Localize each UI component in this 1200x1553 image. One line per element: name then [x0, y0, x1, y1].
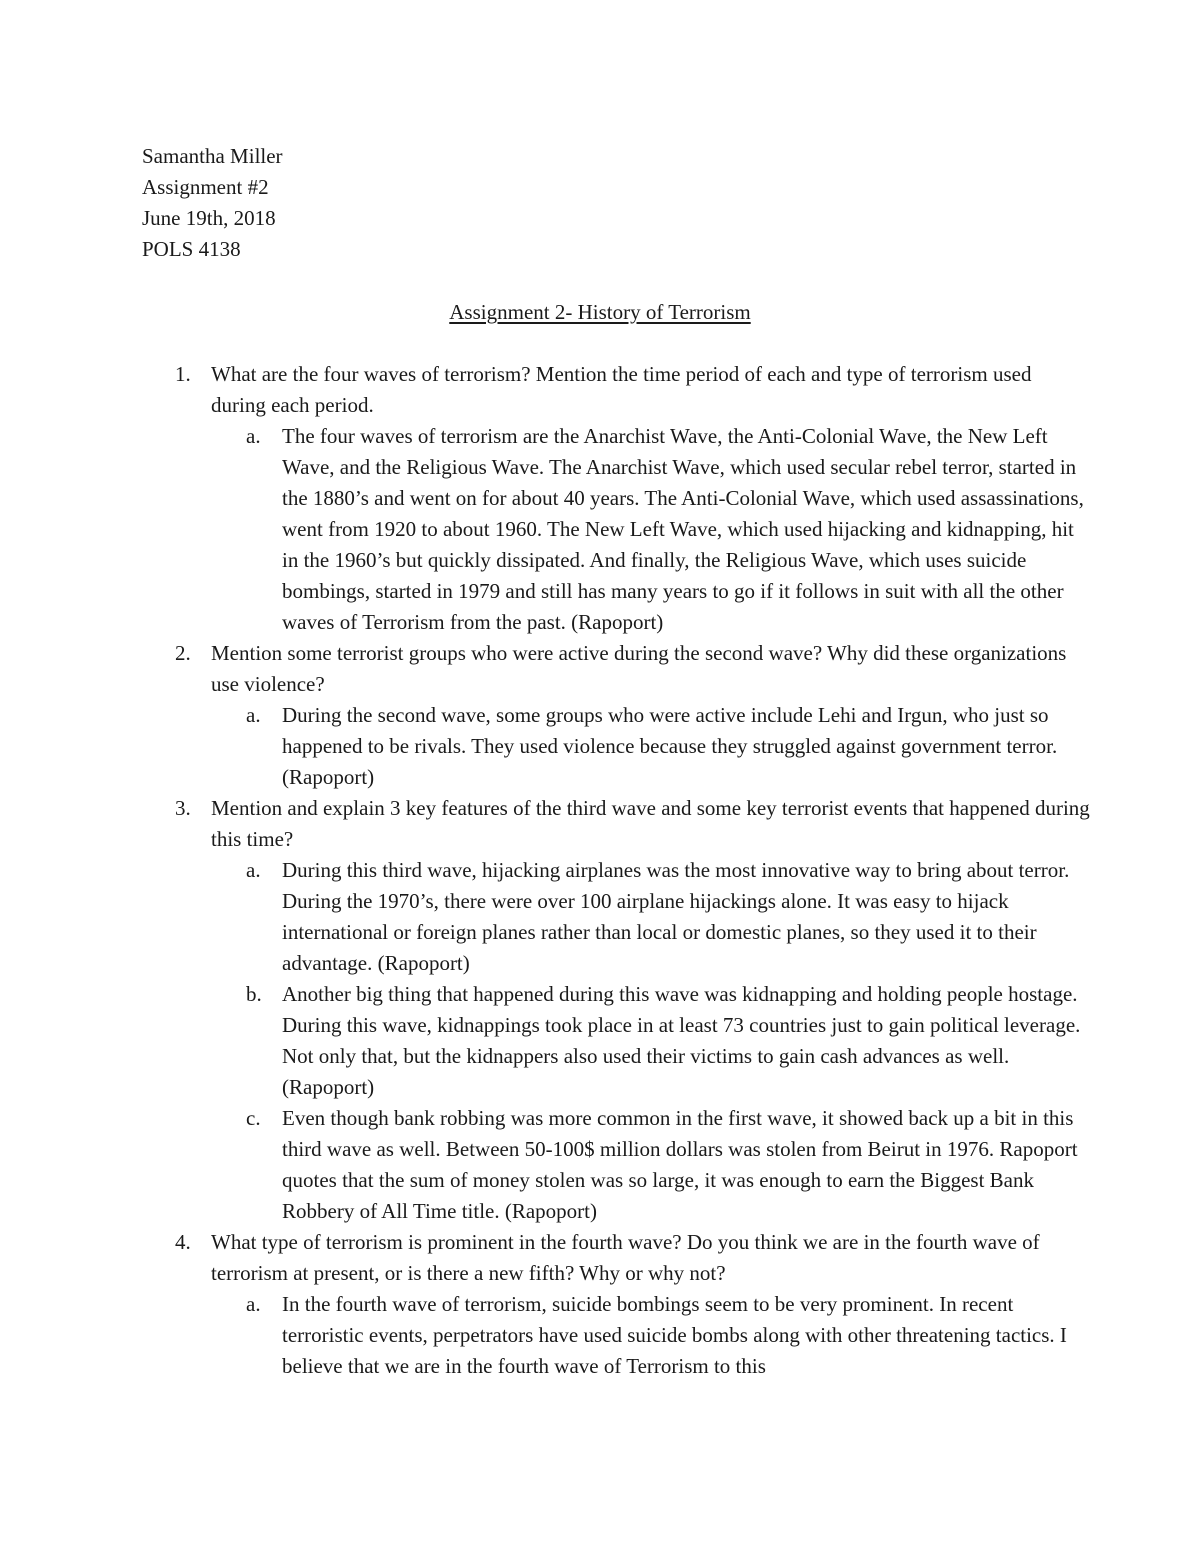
answer-item — [246, 979, 1091, 1103]
question-number: 1. — [175, 362, 191, 386]
question-number: 4. — [175, 1230, 191, 1254]
answer-letter: a. — [246, 703, 261, 727]
answer-list — [211, 421, 1091, 638]
answer-item — [246, 855, 1091, 979]
question-text: What are the four waves of terrorism? Mention the time period of each and type of terrorism used during each period. — [211, 362, 1032, 417]
answer-item — [246, 700, 1091, 793]
document-date: June 19th, 2018 — [142, 206, 276, 230]
answer-letter: b. — [246, 982, 262, 1006]
answer-text: In the fourth wave of terrorism, suicide bombings seem to be very prominent. In recent terroristic events, perpetrators have used suicide bombs along with other threatening tactics. I believe that we are in the fourth wave of Terrorism to this — [282, 1292, 1067, 1378]
answer-list — [211, 855, 1091, 1227]
answer-text: The four waves of terrorism are the Anarchist Wave, the Anti-Colonial Wave, the New Left Wave, and the Religious Wave. The Anarchist Wave, which used secular rebel terror, started in the 1880’s and went on for about 40 years. The Anti-Colonial Wave, which used assassinations, went from 1920 to about 1960. The New Left Wave, which used hijacking and kidnapping, hit in the 1960’s but quickly dissipated. And finally, the Religious Wave, which uses suicide bombings, started in 1979 and still has many years to go if it follows in suit with all the other waves of Terrorism from the past. (Rapoport) — [282, 424, 1084, 634]
answer-letter: a. — [246, 858, 261, 882]
document-title-text: Assignment 2- History of Terrorism — [449, 300, 751, 324]
answer-letter: a. — [246, 424, 261, 448]
answer-list — [211, 700, 1091, 793]
question-text: Mention some terrorist groups who were active during the second wave? Why did these organizations use violence? — [211, 641, 1067, 696]
answer-letter: a. — [246, 1292, 261, 1316]
answer-item — [246, 1103, 1091, 1227]
answer-text: Even though bank robbing was more common in the first wave, it showed back up a bit in this third wave as well. Between 50-100$ million dollars was stolen from Beirut in 1976. Rapoport quotes that the sum of money stolen was so large, it was enough to earn the Biggest Bank Robbery of All Time title. (Rapoport) — [282, 1106, 1078, 1223]
question-list — [175, 359, 1091, 1382]
question-text: What type of terrorism is prominent in the fourth wave? Do you think we are in the fourth wave of terrorism at present, or is there a new fifth? Why or why not? — [211, 1230, 1040, 1285]
question-text: Mention and explain 3 key features of the third wave and some key terrorist events that happened during this time? — [211, 796, 1090, 851]
question-item-4 — [175, 1227, 1091, 1382]
author-name: Samantha Miller — [142, 144, 283, 168]
answer-text: During this third wave, hijacking airplanes was the most innovative way to bring about terror. During the 1970’s, there were over 100 airplane hijackings alone. It was easy to hijack international or foreign planes rather than local or domestic planes, so they used it to their advantage. (Rapoport) — [282, 858, 1070, 975]
document-title — [0, 297, 1200, 328]
question-number: 2. — [175, 641, 191, 665]
question-number: 3. — [175, 796, 191, 820]
question-item-2 — [175, 638, 1091, 793]
answer-text: Another big thing that happened during this wave was kidnapping and holding people hostage. During this wave, kidnappings took place in at least 73 countries just to gain political leverage. Not only that, but the kidnappers also used their victims to gain cash advances as well. (Rapoport) — [282, 982, 1081, 1099]
question-item-1 — [175, 359, 1091, 638]
answer-text: During the second wave, some groups who were active include Lehi and Irgun, who just so happened to be rivals. They used violence because they struggled against government terror. (Rapoport) — [282, 703, 1058, 789]
document-header — [142, 141, 283, 265]
answer-item — [246, 1289, 1091, 1382]
answer-letter: c. — [246, 1106, 261, 1130]
answer-list — [211, 1289, 1091, 1382]
assignment-label: Assignment #2 — [142, 175, 269, 199]
question-item-3 — [175, 793, 1091, 1227]
answer-item — [246, 421, 1091, 638]
course-code: POLS 4138 — [142, 237, 241, 261]
